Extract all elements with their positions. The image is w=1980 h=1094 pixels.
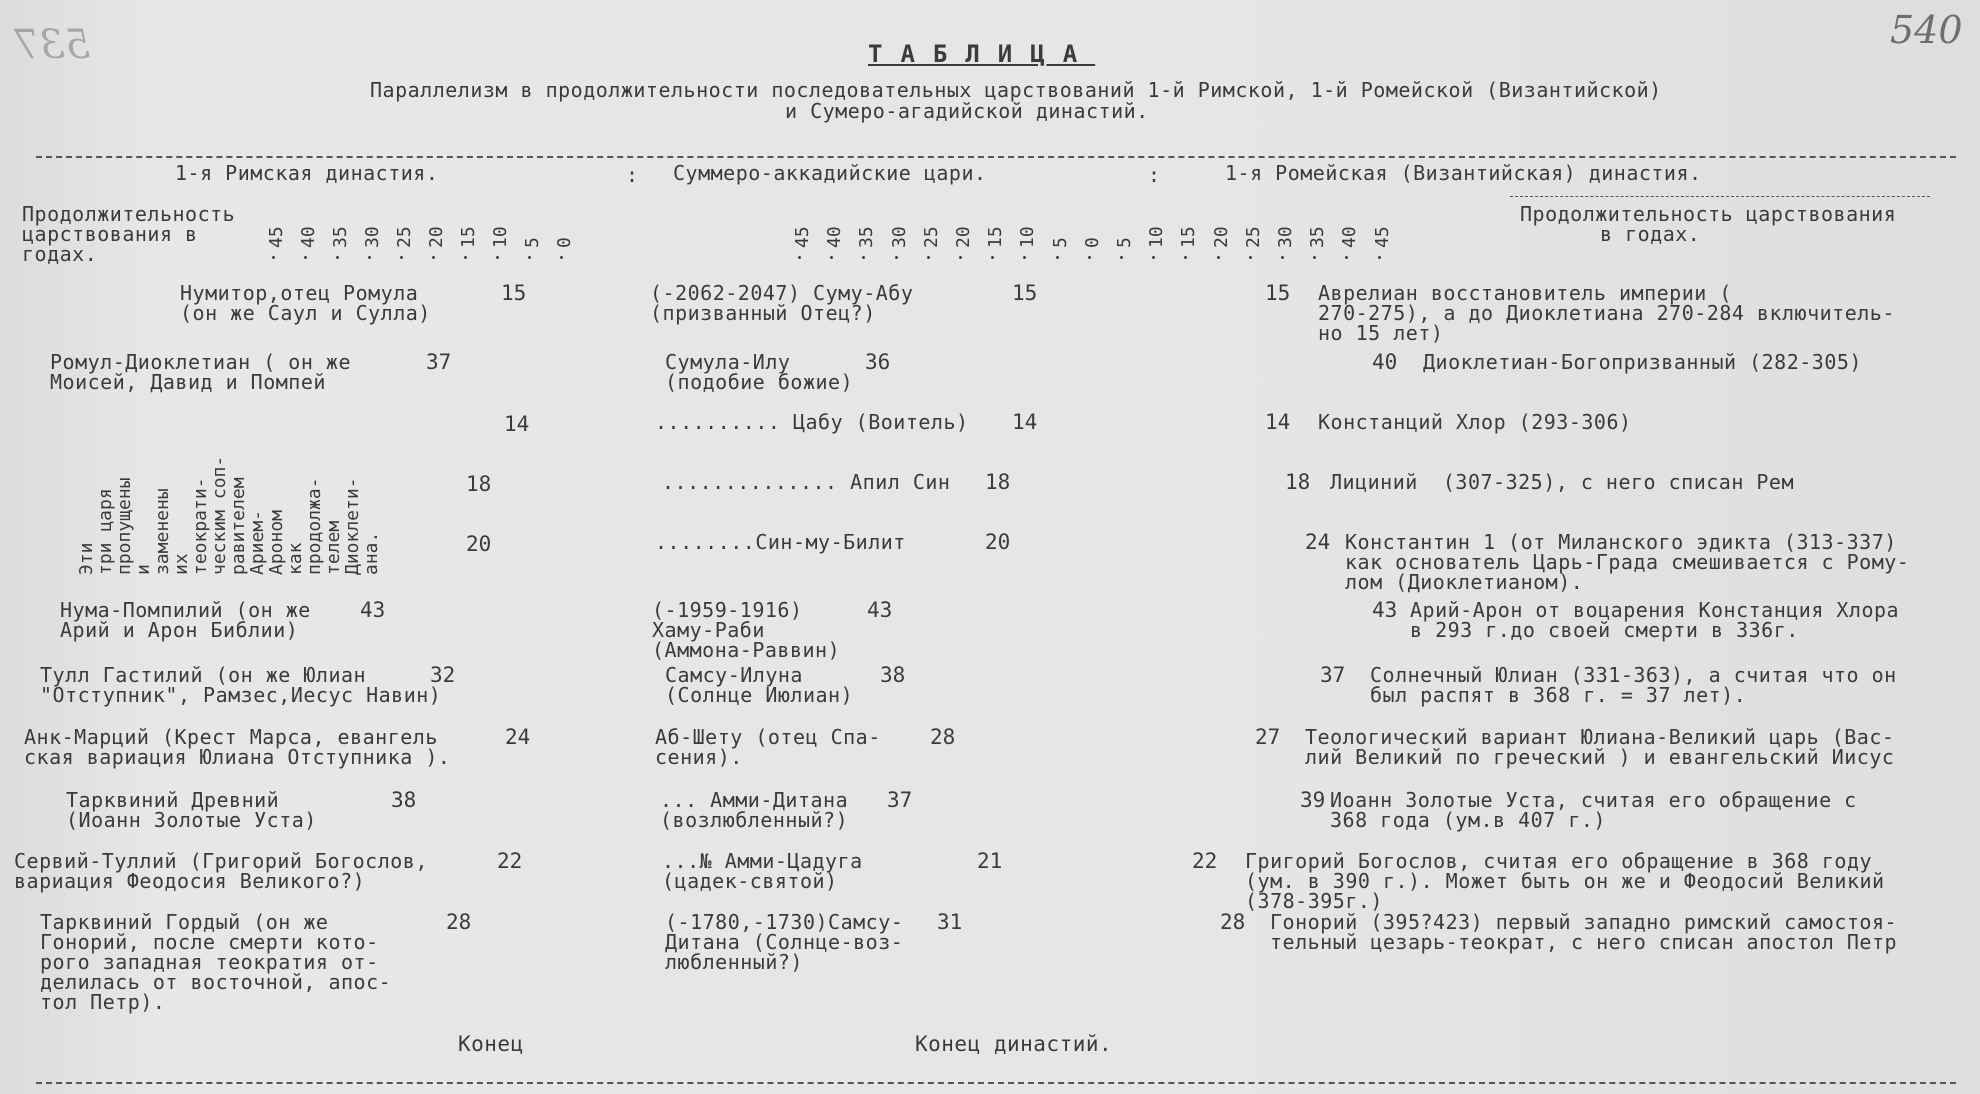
side-note-line: Ароном <box>266 509 287 575</box>
roman-ruler-name: Ромул-Диоклетиан ( он же <box>50 350 351 374</box>
sumerian-king-name: сения). <box>655 745 743 769</box>
byzantine-ruler-name: 270-275), а до Диоклетиана 270-284 включитель- <box>1318 301 1895 325</box>
sumerian-king-name: Самсу-Илуна <box>665 663 803 687</box>
side-note-line: телем <box>323 520 344 575</box>
byzantine-ruler-name: Арий-Арон от воцарения Констанция Хлора <box>1410 598 1900 622</box>
scale-right-tick-label: 10 <box>1017 226 1039 248</box>
roman-ruler-name: Нума-Помпилий (он же <box>60 598 311 622</box>
scale-left-tick-label: 40 <box>298 226 319 248</box>
subtitle-line-1: Параллелизм в продолжительности последовательных царствований 1-й Римской, 1-й Ромейской (Византийской) <box>370 78 1662 102</box>
byzantine-ruler-name: но 15 лет) <box>1318 321 1444 345</box>
byzantine-reign-years: 27 <box>1255 725 1281 749</box>
scale-left-tick-label: 25 <box>394 226 415 248</box>
scale-left-tick-label: 35 <box>330 226 351 248</box>
scale-right-tick-dot <box>1217 256 1220 259</box>
rule-header <box>1510 196 1930 197</box>
roman-ruler-name: Сервий-Туллий (Григорий Богослов, <box>14 849 428 873</box>
scale-right-tick-dot <box>1249 256 1252 259</box>
scale-right-tick-dot <box>1313 256 1316 259</box>
scale-left-tick-dot <box>464 256 467 259</box>
byzantine-ruler-name: (378-395г.) <box>1245 889 1383 913</box>
byzantine-reign-years: 40 <box>1372 350 1398 374</box>
byzantine-ruler-name: Гонорий (395?423) первый западно римский самостоя- <box>1270 910 1898 934</box>
sumerian-reign-years: 28 <box>930 725 956 749</box>
roman-ruler-name: Тарквиний Гордый (он же <box>40 910 329 934</box>
scale-right-tick-label: 10 <box>1146 226 1168 248</box>
sumerian-king-name: (-1959-1916) <box>652 598 803 622</box>
sumerian-king-name: ........Син-му-Билит <box>655 530 906 554</box>
roman-reign-years: 20 <box>466 532 492 556</box>
sumerian-king-name: (Солнце Июлиан) <box>665 683 854 707</box>
scale-left-tick-label: 45 <box>266 226 287 248</box>
byzantine-ruler-name: 368 года (ум.в 407 г.) <box>1330 808 1606 832</box>
scale-right-tick-dot <box>895 256 898 259</box>
roman-ruler-name: Гонорий, после смерти кото- <box>40 930 379 954</box>
roman-reign-years: 14 <box>504 412 530 436</box>
byzantine-reign-years: 15 <box>1265 281 1291 305</box>
scale-right-tick-label: 20 <box>953 226 974 248</box>
footer-middle: Конец династий. <box>915 1032 1113 1056</box>
byzantine-ruler-name: был распят в 368 г. = 37 лет). <box>1370 683 1747 707</box>
scale-right-tick-label: 30 <box>1275 226 1296 248</box>
side-note-line: ана. <box>361 531 382 575</box>
side-note-line: заменены <box>152 488 173 575</box>
scale-right-tick-dot <box>959 256 962 259</box>
side-note-line: их <box>171 553 192 575</box>
roman-ruler-name: Нумитор,отец Ромула <box>180 281 419 305</box>
side-note-line: теократи- <box>190 477 211 575</box>
side-note-line: пропущены <box>114 477 135 575</box>
sumerian-king-name: Дитана (Солнце-воз- <box>665 930 904 954</box>
header-left: 1-я Римская династия. <box>175 161 439 185</box>
byzantine-ruler-name: Констанций Хлор (293-306) <box>1318 410 1632 434</box>
scale-right-tick-dot <box>991 256 994 259</box>
scale-right-tick-dot <box>862 256 865 259</box>
scale-right-tick-label: 15 <box>1178 226 1200 248</box>
roman-ruler-name: ская вариация Юлиана Отступника ). <box>24 745 451 769</box>
scale-left-tick-dot <box>528 256 531 259</box>
byzantine-ruler-name: Солнечный Юлиан (331-363), а считая что он <box>1370 663 1897 687</box>
scale-left-tick-label: 5 <box>522 237 543 248</box>
table-title: ТАБЛИЦА <box>868 40 1096 68</box>
byzantine-ruler-name: Диоклетиан-Богопризванный (282-305) <box>1423 350 1862 374</box>
scale-right-tick-dot <box>1345 256 1348 259</box>
header-middle: Суммеро-аккадийские цари. <box>673 161 987 185</box>
scale-left-tick-dot <box>432 256 435 259</box>
scale-right-tick-label: 45 <box>792 226 813 248</box>
footer-left: Конец <box>458 1032 524 1056</box>
rule-top <box>36 156 1956 158</box>
byzantine-reign-years: 28 <box>1220 910 1246 934</box>
roman-reign-years: 37 <box>426 350 452 374</box>
byzantine-reign-years: 43 <box>1372 598 1398 622</box>
roman-reign-years: 18 <box>466 472 492 496</box>
scale-left-tick-dot <box>368 256 371 259</box>
page-number-left: 537 <box>14 22 91 68</box>
roman-reign-years: 22 <box>497 849 523 873</box>
roman-ruler-name: Моисей, Давид и Помпей <box>50 370 326 394</box>
scale-right-tick-label: 5 <box>1049 237 1071 248</box>
side-note-line: Арием- <box>247 509 268 575</box>
header-sep-1: : <box>626 163 639 187</box>
scale-right-tick-dot <box>1023 256 1026 259</box>
byzantine-reign-years: 14 <box>1265 410 1291 434</box>
sumerian-king-name: ... Амми-Дитана <box>660 788 849 812</box>
roman-ruler-name: (он же Саул и Сулла) <box>180 301 431 325</box>
roman-ruler-name: вариация Феодосия Великого?) <box>14 869 366 893</box>
sumerian-reign-years: 38 <box>880 663 906 687</box>
scale-left-tick-dot <box>272 256 275 259</box>
subtitle-line-2: и Сумеро-агадийской династий. <box>785 99 1149 123</box>
byzantine-ruler-name: Теологический вариант Юлиана-Великий царь (Вас- <box>1305 725 1895 749</box>
scale-left-tick-label: 20 <box>426 226 447 248</box>
sumerian-king-name: (-2062-2047) Суму-Абу <box>650 281 914 305</box>
roman-ruler-name: (Иоанн Золотые Уста) <box>66 808 317 832</box>
scale-right-tick-label: 5 <box>1114 237 1135 248</box>
roman-reign-years: 38 <box>391 788 417 812</box>
scale-right-tick-label: 25 <box>920 226 942 248</box>
scale-right-tick-label: 35 <box>856 226 878 248</box>
scale-right-tick-label: 25 <box>1242 226 1264 248</box>
side-note-line: и <box>133 564 154 575</box>
side-note-line: три царя <box>95 488 116 575</box>
duration-label-left-1: Продолжительность <box>22 202 236 226</box>
sumerian-reign-years: 21 <box>977 849 1003 873</box>
sumerian-reign-years: 15 <box>1012 281 1038 305</box>
byzantine-reign-years: 37 <box>1320 663 1346 687</box>
side-note-line: равителем <box>228 477 249 575</box>
scale-left-tick-dot <box>560 256 563 259</box>
scale-right-tick-dot <box>1184 256 1187 259</box>
scale-left-tick-dot <box>496 256 499 259</box>
byzantine-ruler-name: в 293 г.до своей смерти в 336г. <box>1410 618 1799 642</box>
roman-ruler-name: Анк-Марций (Крест Марса, евангель <box>24 725 438 749</box>
roman-reign-years: 15 <box>501 281 527 305</box>
rule-bottom <box>36 1082 1956 1084</box>
sumerian-king-name: любленный?) <box>665 950 803 974</box>
scale-right-tick-dot <box>1281 256 1284 259</box>
scale-left-tick-dot <box>304 256 307 259</box>
sumerian-reign-years: 20 <box>985 530 1011 554</box>
byzantine-reign-years: 22 <box>1192 849 1218 873</box>
roman-ruler-name: Тарквиний Древний <box>66 788 280 812</box>
scale-right-tick-dot <box>1088 256 1091 259</box>
byzantine-ruler-name: Григорий Богослов, считая его обращение в 368 году <box>1245 849 1873 873</box>
duration-label-right-1: Продолжительность царствования <box>1520 202 1897 226</box>
scale-right-tick-label: 40 <box>824 226 846 248</box>
sumerian-king-name: (-1780,-1730)Самсу- <box>665 910 904 934</box>
scale-right-tick-label: 20 <box>1210 226 1232 248</box>
duration-label-left-2: царствования в <box>22 222 198 246</box>
side-note-line: Эти <box>76 542 97 575</box>
sumerian-reign-years: 37 <box>887 788 913 812</box>
duration-label-right-2: в годах. <box>1600 222 1701 246</box>
roman-ruler-name: Арий и Арон Библии) <box>60 618 299 642</box>
scale-left-tick-label: 0 <box>554 237 575 248</box>
header-right: 1-я Ромейская (Византийская) династия. <box>1225 161 1702 185</box>
byzantine-ruler-name: Аврелиан восстановитель империи ( <box>1318 281 1732 305</box>
sumerian-reign-years: 43 <box>867 598 893 622</box>
roman-reign-years: 28 <box>446 910 472 934</box>
sumerian-reign-years: 36 <box>865 350 891 374</box>
sumerian-king-name: (подобие божие) <box>665 370 854 394</box>
scale-right-tick-dot <box>1120 256 1123 259</box>
scale-right-tick-label: 40 <box>1339 226 1361 248</box>
scale-left-tick-label: 15 <box>458 226 479 248</box>
sumerian-king-name: Хаму-Раби <box>652 618 765 642</box>
byzantine-ruler-name: лий Великий по греческий ) и евангельский Иисус <box>1305 745 1895 769</box>
scale-right-tick-label: 30 <box>888 226 910 248</box>
scale-left-tick-dot <box>336 256 339 259</box>
scale-right-tick-dot <box>1152 256 1155 259</box>
duration-label-left-3: годах. <box>22 242 98 266</box>
sumerian-king-name: (призванный Отец?) <box>650 301 876 325</box>
roman-reign-years: 43 <box>360 598 386 622</box>
page-number-right: 540 <box>1890 8 1963 52</box>
scale-right-tick-label: 15 <box>985 226 1007 248</box>
sumerian-king-name: ...№ Амми-Цадуга <box>662 849 863 873</box>
sumerian-reign-years: 18 <box>985 470 1011 494</box>
sumerian-king-name: (возлюбленный?) <box>660 808 849 832</box>
scale-right-tick-dot <box>1378 256 1381 259</box>
byzantine-ruler-name: тельный цезарь-теократ, с него списан апостол Петр <box>1270 930 1898 954</box>
sumerian-king-name: (цадек-святой) <box>662 869 838 893</box>
sumerian-reign-years: 14 <box>1012 410 1038 434</box>
roman-ruler-name: Тулл Гастилий (он же Юлиан <box>40 663 367 687</box>
scale-right-tick-dot <box>798 256 801 259</box>
sumerian-king-name: Сумула-Илу <box>665 350 791 374</box>
header-sep-2: : <box>1148 163 1161 187</box>
sumerian-king-name: .............. Апил Син <box>662 470 951 494</box>
roman-ruler-name: "Отступник", Рамзес,Иесус Навин) <box>40 683 442 707</box>
scale-right-tick-dot <box>1056 256 1059 259</box>
scale-right-tick-label: 45 <box>1371 226 1393 248</box>
sumerian-reign-years: 31 <box>937 910 963 934</box>
side-note-line: ческим соп- <box>209 455 230 575</box>
byzantine-ruler-name: лом (Диоклетианом). <box>1345 570 1584 594</box>
roman-ruler-name: тол Петр). <box>40 990 166 1014</box>
scale-right-tick-label: 0 <box>1081 237 1103 248</box>
side-note-line: Диоклети- <box>342 477 363 575</box>
sumerian-king-name: .......... Цабу (Воитель) <box>655 410 969 434</box>
byzantine-reign-years: 18 <box>1285 470 1311 494</box>
roman-ruler-name: рого западная теократия от- <box>40 950 379 974</box>
scale-left-tick-label: 10 <box>490 226 511 248</box>
byzantine-reign-years: 24 <box>1305 530 1331 554</box>
roman-reign-years: 32 <box>430 663 456 687</box>
roman-reign-years: 24 <box>505 725 531 749</box>
byzantine-ruler-name: Лициний (307-325), с него списан Рем <box>1330 470 1795 494</box>
byzantine-ruler-name: как основатель Царь-Града смешивается с Рому- <box>1345 550 1910 574</box>
side-note-line: продолжа- <box>304 477 325 575</box>
roman-ruler-name: делилась от восточной, апос- <box>40 970 392 994</box>
side-note-line: как <box>285 542 306 575</box>
byzantine-ruler-name: (ум. в 390 г.). Может быть он же и Феодосий Великий <box>1245 869 1885 893</box>
scale-left-tick-dot <box>400 256 403 259</box>
scale-right-tick-label: 35 <box>1307 226 1329 248</box>
sumerian-king-name: (Аммона-Раввин) <box>652 638 841 662</box>
byzantine-ruler-name: Иоанн Золотые Уста, считая его обращение с <box>1330 788 1857 812</box>
byzantine-ruler-name: Константин 1 (от Миланского эдикта (313-337) <box>1345 530 1897 554</box>
sumerian-king-name: Аб-Шету (отец Спа- <box>655 725 881 749</box>
scale-right-tick-dot <box>927 256 930 259</box>
byzantine-reign-years: 39 <box>1300 788 1326 812</box>
scale-right-tick-dot <box>830 256 833 259</box>
scale-left-tick-label: 30 <box>362 226 383 248</box>
